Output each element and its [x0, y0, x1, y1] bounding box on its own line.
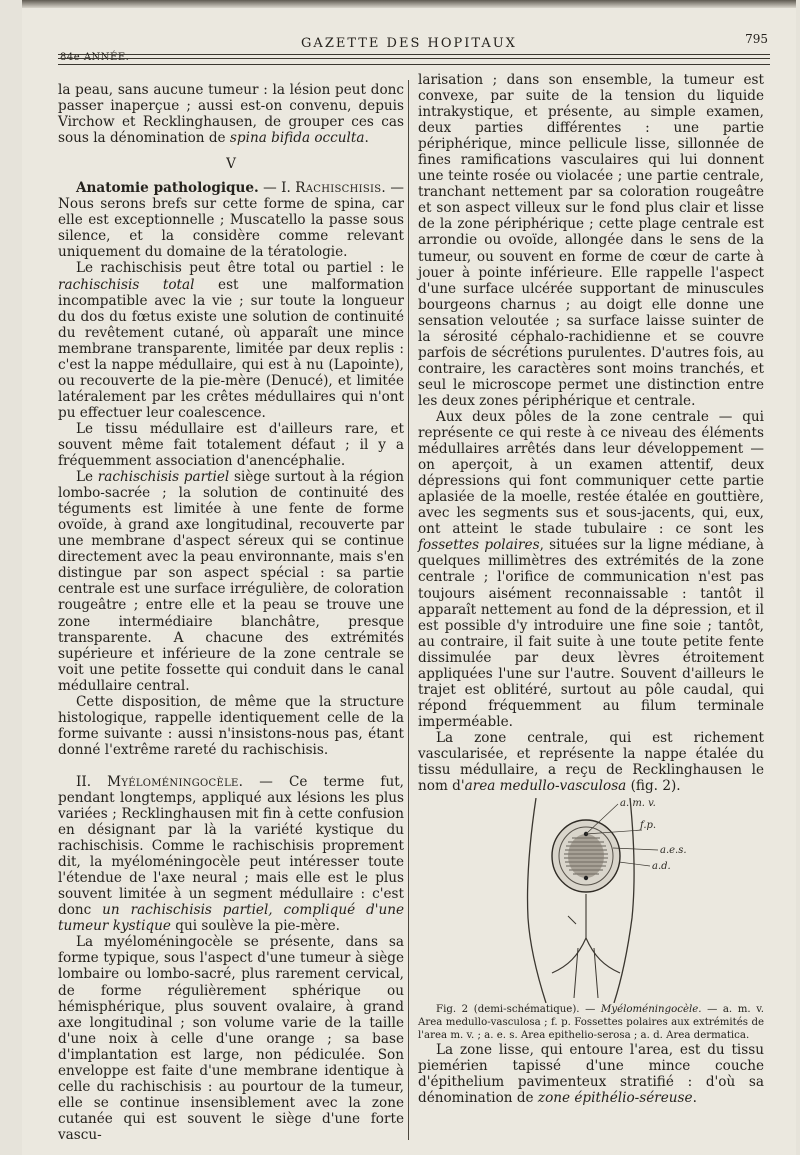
paragraph: la peau, sans aucune tumeur : la lésion peut donc passer inaperçue ; aussi est-on convenu, depuis Virchow et Recklinghausen, de grouper ces cas sous la dénomination de spina bifida occulta. — [58, 82, 404, 147]
section-number: V — [226, 156, 236, 173]
column-separator — [408, 80, 409, 1140]
paragraph: Anatomie pathologique. — I. Rachischisis. — Nous serons brefs sur cette forme de spina, car elle est exceptionnelle ; Muscatello la passe sous silence, et la considère comme relevant uniquement du domaine de la tératologie. — [58, 180, 404, 261]
paragraph: La zone centrale, qui est richement vascularisée, et représente la nappe étalée du tissu médullaire, a reçu de Recklinghausen le nom d'area medullo-vasculosa (fig. 2). — [418, 729, 764, 795]
paragraph: La myéloméningocèle se présente, dans sa forme typique, sous l'aspect d'une tumeur à siège lombaire ou lombo-sacré, plus rarement cervical, de forme régulièrement sphérique ou hémisphérique, plus souvent ovalaire, à grand axe longitudinal ; son volume varie de la taille d'une noix à celle d'une orange ; sa base d'implantation est large, non pédiculée. Son enveloppe est faite d'une membrane identique à celle du rachischisis : au pourtour de la tumeur, elle se continue insensiblement avec la zone cutanée qui est souvent le siège d'une forte vascu- — [58, 934, 404, 1143]
header-rule — [58, 54, 770, 55]
myelomeningocele-drawing — [418, 798, 764, 1003]
paragraph: Le tissu médullaire est d'ailleurs rare, et souvent même fait totalement défaut ; il y a fréquemment association d'anencéphalie. — [58, 420, 404, 470]
label-ad: a.d. — [652, 861, 671, 873]
header-year: 84e ANNÉE. — [60, 52, 130, 63]
subheading: Anatomie pathologique. — [76, 180, 259, 197]
figure-caption: Fig. 2 (demi-schématique). — Myéloméningocèle. — a. m. v. Area medullo-vasculosa ; f. p. Fossettes polaires aux extrémités de l'area m. v. ; a. e. s. Area epithelio-serosa ; a. d. Area dermatica. — [418, 1004, 765, 1042]
newspaper-page — [22, 0, 796, 1155]
paragraph: Cette disposition, de même que la structure histologique, rappelle identiquement celle de la forme suivante : aussi n'insistons-nous pas, étant donné l'extrême rareté du rachischisis. — [58, 693, 404, 758]
paragraph: Aux deux pôles de la zone centrale — qui représente ce qui reste à ce niveau des éléments médullaires arrêtés dans leur développement — on aperçoit, à un examen attentif, deux dépressions qui font communiquer cette partie aplasiée de la moelle, restée étalée en gouttière, avec les segments sus et sous-jacents, qui, eux, ont atteint le stade tubulaire : ce sont les fossettes polaires, situées sur la ligne médiane, à quelques millimètres des extrémités de la zone centrale ; l'orifice de communication n'est pas toujours aisément reconnaissable : tantôt il apparaît nettement au fond de la dépression, et il est possible d'y introduire une fine soie ; tantôt, au contraire, il fait suite à une toute petite fente dissimulée par deux lèvres étroitement appliquées l'une sur l'autre. Souvent d'ailleurs le trajet est oblitéré, surtout au pôle caudal, qui répond fréquemment au filum terminale imperméable. — [418, 408, 765, 730]
paragraph: La zone lisse, qui entoure l'area, est du tissu piemérien tapissé d'une mince couche d'épithelium pavimenteux stratifié : d'où sa dénomination de zone épithélio-séreuse. — [418, 1042, 764, 1107]
right-column — [418, 72, 764, 1106]
label-fp: f.p. — [640, 820, 657, 832]
label-aes: a.e.s. — [660, 845, 687, 857]
paragraph: larisation ; dans son ensemble, la tumeur est convexe, par suite de la tension du liquide intrakystique, et présente, au simple examen, deux parties différentes : une partie périphérique, mince pellicule lisse, sillonnée de fines ramifications vasculaires qui lui donnent une teinte rosée ou violacée ; une partie centrale, tranchant nettement par sa coloration rougeâtre et son aspect villeux sur le fond plus clair et lisse de la zone périphérique ; cette plage centrale est arrondie ou ovoïde, allongée dans le sens de la tumeur, ou souvent en forme de cœur de carte à jouer à pointe inférieure. Elle rappelle l'aspect d'une surface ulcérée supportant de minuscules bourgeons charnus ; au doigt elle donne une sensation veloutée ; sa surface laisse suinter de la sérosité céphalo-rachidienne et se couvre parfois de sécrétions purulentes. D'autres fois, au contraire, les caractères sont moins tranchés, et seul le microscope permet une distinction entre les deux zones périphérique et centrale. — [418, 72, 764, 409]
paragraph: Le rachischisis partiel siège surtout à la région lombo-sacrée ; la solution de continuité des téguments est limitée à une fente de forme ovoïde, à grand axe longitudinal, recouverte par une membrane d'aspect séreux qui se continue directement avec la peau environnante, mais s'en distingue par son aspect spécial : sa partie centrale est une surface irrégulière, de coloration rougeâtre ; entre elle et la peau se trouve une zone intermédiaire blanchâtre, presque transparente. A chacune des extrémités supérieure et inférieure de la zone centrale se voit une petite fossette qui conduit dans le canal médullaire central. — [58, 469, 405, 694]
left-column — [58, 82, 404, 1143]
paragraph: II. Myéloméningocèle. — Ce terme fut, pendant longtemps, appliqué aux lésions les plus variées ; Recklinghausen mit fin à cette confusion en désignant par là la variété kystique du rachischisis. Comme le rachischisis proprement dit, la myéloméningocèle peut intéresser toute l'étendue de l'axe neural ; mais elle est le plus souvent limitée à un segment médullaire : c'est donc un rachischisis partiel, compliqué d'une tumeur kystique qui soulève la pie-mère. — [58, 773, 405, 935]
header-title: GAZETTE DES HOPITAUX — [301, 36, 517, 51]
header-rule — [58, 64, 770, 65]
label-amv: a. m. v. — [620, 798, 656, 810]
figure-2 — [418, 798, 764, 1003]
header-rule — [58, 58, 770, 59]
paragraph: Le rachischisis peut être total ou partiel : le rachischisis total est une malformation incompatible avec la vie ; sur toute la longueur du dos du fœtus existe une solution de continuité du revêtement cutané, où apparaît une mince membrane transparente, limitée par deux replis : c'est la nappe médullaire, qui est à nu (Lapointe), ou recouverte de la pie-mère (Denucé), et limitée latéralement par les crêtes médullaires qui n'ont pu effectuer leur coalescence. — [58, 260, 404, 421]
page-top-edge — [22, 0, 796, 8]
page-number: 795 — [745, 32, 768, 46]
